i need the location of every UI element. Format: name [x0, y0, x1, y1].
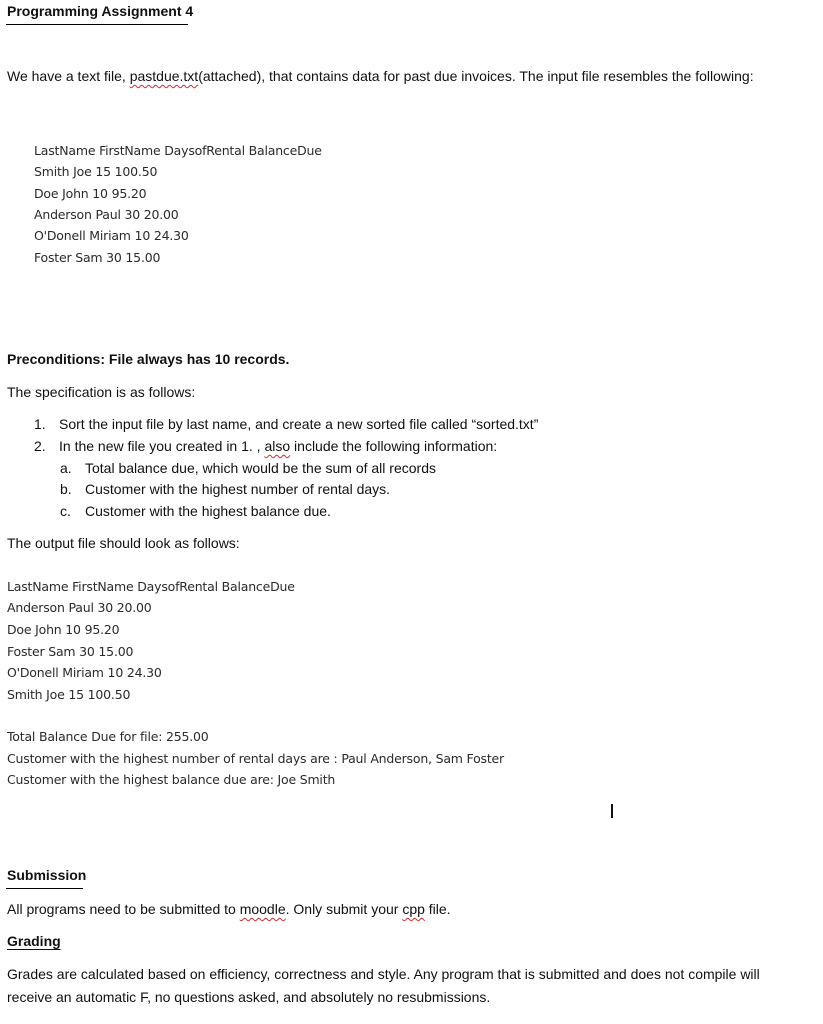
- input-line: Foster Sam 30 15.00: [34, 250, 161, 265]
- output-line: Anderson Paul 30 20.00: [7, 600, 152, 615]
- spec-sub-c: Customer with the highest balance due.: [85, 503, 331, 519]
- input-line: Anderson Paul 30 20.00: [34, 207, 179, 222]
- grading-heading: Grading: [7, 933, 61, 949]
- spec-sub-a: Total balance due, which would be the sum of all records: [85, 460, 436, 476]
- output-line: Foster Sam 30 15.00: [7, 644, 134, 659]
- input-line: Doe John 10 95.20: [34, 186, 147, 201]
- submission-heading: Submission: [7, 867, 87, 883]
- summary-balance-line: Customer with the highest balance due are: Joe Smith: [7, 772, 336, 787]
- text-cursor: [611, 804, 613, 818]
- spec-sub-b: Customer with the highest number of rental days.: [85, 481, 391, 497]
- spec-item-2: [59, 438, 497, 454]
- page-title: Programming Assignment 4: [7, 3, 194, 19]
- intro-filename: pastdue.txt: [129, 68, 199, 84]
- spec-sub-b-letter: b.: [60, 481, 72, 497]
- title-underline: [6, 24, 188, 25]
- grading-line-2: receive an automatic F, no questions asked, and absolutely no resubmissions.: [7, 989, 491, 1005]
- input-line: Smith Joe 15 100.50: [34, 164, 158, 179]
- intro-after: (attached), that contains data for past due invoices. The input file resembles the following:: [198, 68, 754, 84]
- spec-item-2-before: In the new file you created in 1. ,: [59, 438, 265, 454]
- spec-item-1-number: 1.: [34, 416, 46, 432]
- output-header-line: LastName FirstName DaysofRental BalanceDue: [7, 579, 295, 594]
- output-line: Doe John 10 95.20: [7, 622, 120, 637]
- spec-sub-c-letter: c.: [60, 503, 71, 519]
- submission-after: file.: [424, 901, 451, 917]
- spec-item-2-after: include the following information:: [290, 438, 498, 454]
- submission-moodle: moodle: [239, 901, 286, 917]
- preconditions: Preconditions: File always has 10 records.: [7, 351, 290, 367]
- summary-rental-days-line: Customer with the highest number of rental days are : Paul Anderson, Sam Foster: [7, 751, 504, 766]
- submission-before: All programs need to be submitted to: [7, 901, 240, 917]
- input-header-line: LastName FirstName DaysofRental BalanceDue: [34, 143, 322, 158]
- submission-heading-underline: [6, 888, 83, 889]
- submission-cpp: cpp: [402, 901, 425, 917]
- spec-sub-a-letter: a.: [60, 460, 72, 476]
- output-line: O'Donell Miriam 10 24.30: [7, 665, 162, 680]
- spec-item-1: Sort the input file by last name, and create a new sorted file called “sorted.txt”: [59, 416, 539, 432]
- intro-paragraph: [7, 68, 754, 84]
- summary-total-line: Total Balance Due for file: 255.00: [7, 729, 209, 744]
- output-intro: The output file should look as follows:: [7, 535, 240, 551]
- spec-item-2-also: also: [264, 438, 291, 454]
- submission-middle: . Only submit your: [285, 901, 403, 917]
- intro-before: We have a text file,: [7, 68, 130, 84]
- output-line: Smith Joe 15 100.50: [7, 687, 131, 702]
- submission-text: [7, 901, 451, 917]
- input-line: O'Donell Miriam 10 24.30: [34, 228, 189, 243]
- spec-intro: The specification is as follows:: [7, 384, 196, 400]
- spec-item-2-number: 2.: [34, 438, 46, 454]
- grading-line-1: Grades are calculated based on efficiency, correctness and style. Any program that is submitted and does not compile will: [7, 966, 760, 982]
